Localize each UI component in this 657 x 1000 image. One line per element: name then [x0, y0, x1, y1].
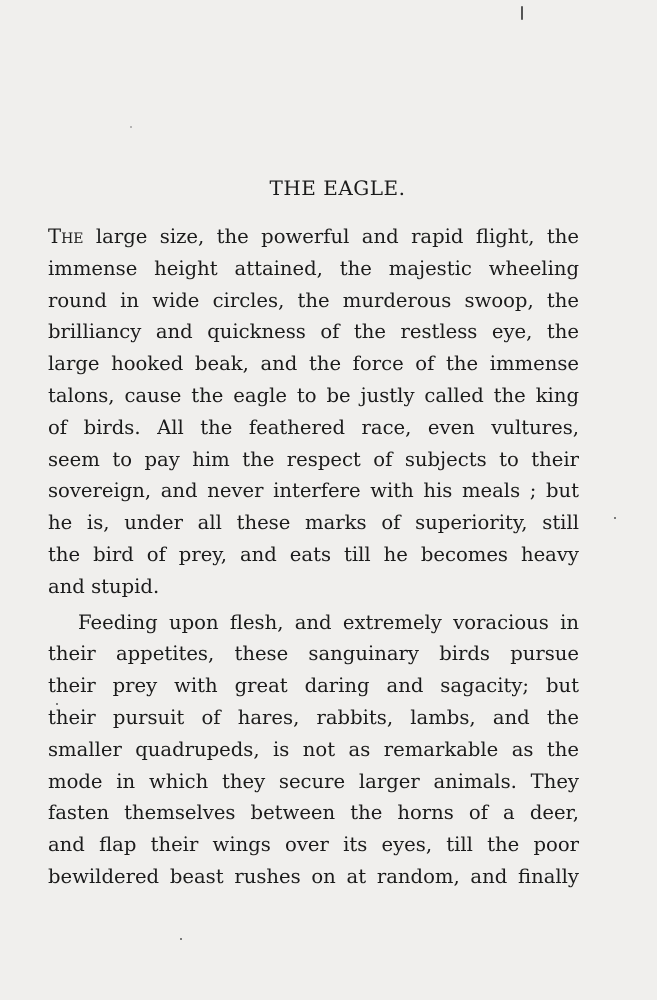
text-line: mode in which they secure larger animals. They — [48, 769, 579, 793]
text-line: smaller quadrupeds, is not as remarkable as the — [48, 737, 579, 761]
paragraph-2 — [48, 607, 579, 893]
text-line: immense height attained, the majestic wheeling — [48, 256, 579, 280]
text-line: brilliancy and quickness of the restless eye, the — [48, 320, 579, 344]
text-line: and flap their wings over its eyes, till the poor — [48, 833, 579, 857]
text-line: their pursuit of hares, rabbits, lambs, and the — [48, 705, 579, 729]
lead-word: The — [48, 225, 84, 248]
chapter-title: THE EAGLE. — [269, 176, 406, 200]
text-line: Feeding upon flesh, and extremely voracious in — [78, 610, 579, 634]
line-text: large size, the powerful and rapid flight, the — [83, 225, 579, 248]
text-line: talons, cause the eagle to be justly called the king — [48, 383, 579, 407]
ink-speck — [130, 126, 132, 128]
ink-speck — [180, 938, 182, 940]
text-line: large hooked beak, and the force of the immense — [48, 352, 579, 376]
text-line: fasten themselves between the horns of a deer, — [48, 801, 579, 825]
text-line: seem to pay him the respect of subjects to their — [48, 447, 579, 471]
text-line: their prey with great daring and sagacity; but — [48, 674, 579, 698]
ink-speck — [56, 703, 58, 705]
text-line: of birds. All the feathered race, even vultures, — [48, 415, 579, 439]
text-line — [48, 221, 579, 253]
ink-speck — [521, 6, 523, 20]
text-line: sovereign, and never interfere with his meals ; but — [48, 479, 579, 503]
ink-speck — [614, 517, 616, 519]
text-line: their appetites, these sanguinary birds pursue — [48, 642, 579, 666]
text-line: round in wide circles, the murderous swoop, the — [48, 288, 579, 312]
text-line: the bird of prey, and eats till he becomes heavy — [48, 542, 579, 566]
paragraph-1 — [48, 221, 579, 603]
text-line: and stupid. — [48, 574, 160, 598]
chapter-body — [48, 221, 579, 897]
text-line: bewildered beast rushes on at random, and finally — [48, 864, 579, 888]
text-line: he is, under all these marks of superiority, still — [48, 511, 579, 535]
